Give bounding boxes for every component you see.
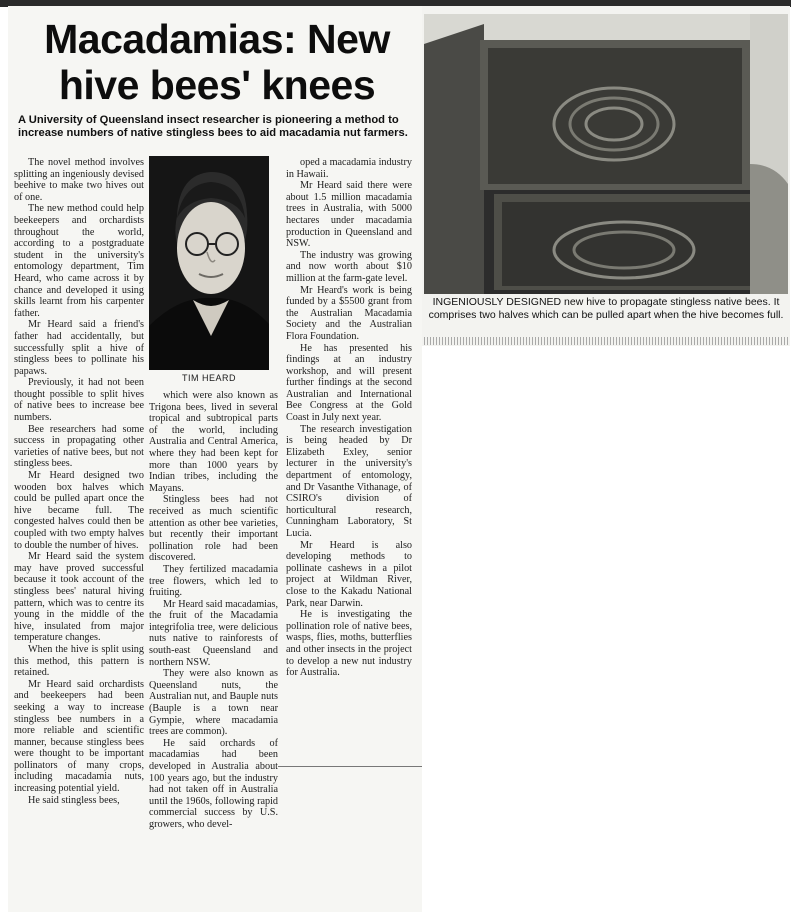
paragraph: Mr Heard said a friend's father had accidentally, but successfully split a hive of stingless bees to pollinate his papaws.	[14, 319, 144, 377]
photo-caption: INGENIOUSLY DESIGNED new hive to propagate stingless native bees. It comprises two halves which can be pulled apart when the hive becomes full.	[428, 296, 784, 321]
paragraph: They fertilized macadamia tree flowers, which led to fruiting.	[149, 563, 278, 599]
paragraph: which were also known as Trigona bees, lived in several tropical and subtropical parts of the world, including Australia and Central America, where they had been kept for more than 1000 years by Indian tribes, including the Mayans.	[149, 390, 278, 494]
paragraph: Mr Heard said there were about 1.5 million macadamia trees in Australia, with 5000 hectares under macadamia production in Queensland and NSW.	[286, 180, 412, 250]
hive-photo	[424, 14, 788, 294]
paragraph: The industry was growing and now worth about $10 million at the farm-gate level.	[286, 249, 412, 284]
halftone-strip	[424, 337, 788, 345]
paragraph: The novel method involves splitting an ingeniously devised beehive to make two hives out of one.	[14, 157, 144, 203]
paragraph: He has presented his findings at an industry workshop, and will present further findings at the second Australian and International Bee Congress at the Gold Coast in July next year.	[286, 342, 412, 424]
paragraph: Mr Heard is also developing methods to pollinate cashews in a pilot project at Wildman River, close to the Kakadu National Park, near Darwin.	[286, 539, 412, 609]
portrait-image	[149, 156, 269, 370]
paragraph: Stingless bees had not received as much scientific attention as other bee varieties, but recently their important pollination role had been discovered.	[149, 494, 278, 564]
paragraph: He said stingless bees,	[28, 794, 120, 806]
text-column-1	[14, 157, 144, 909]
paragraph: Mr Heard said macadamias, the fruit of the Macadamia integrifolia tree, were delicious nuts native to rainforests of south-east Queensland and northern NSW.	[149, 598, 278, 668]
hive-image	[424, 14, 788, 294]
paragraph: They were also known as Queensland nuts, the Australian nut, and Bauple nuts (Bauple is a town near Gympie, where macadamia trees are common).	[149, 668, 278, 738]
paragraph: He said orchards of macadamias had been developed in Australia about 100 years ago, but the industry had not taken off in Australia until the 1960s, following rapid commercial success by U.S. growers, who devel-	[149, 737, 278, 830]
clipping-edge	[278, 766, 422, 767]
paragraph: He is investigating the pollination role of native bees, wasps, flies, moths, butterflies and other insects in the project to develop a new nut industry for Australia.	[286, 609, 412, 679]
paragraph: Previously, it had not been thought possible to split hives of native bees to increase bee numbers.	[14, 377, 144, 424]
paragraph: Mr Heard designed two wooden box halves which could be pulled apart once the hive became full. The congested halves could then be coupled with two empty halves to double the number of hives.	[14, 470, 144, 551]
paragraph: Mr Heard said orchardists and beekeepers had been seeking a way to increase stingless bee numbers in a more reliable and scientific manner, because stingless bees were thought to be important pollinators of many crops, including macadamia nuts, increasing potential yield.	[14, 678, 144, 795]
headline: Macadamias: New hive bees' knees	[44, 16, 390, 108]
text-column-3	[286, 157, 412, 765]
paragraph: oped a macadamia industry in Hawaii.	[286, 157, 412, 180]
portrait-photo	[149, 156, 269, 370]
paragraph: Bee researchers had some success in propagating other varieties of native bees, but not stingless bees.	[14, 423, 144, 470]
paragraph: When the hive is split using this method, this pattern is retained.	[14, 643, 144, 679]
portrait-caption: TIM HEARD	[182, 373, 236, 383]
paragraph: The research investigation is being headed by Dr Elizabeth Exley, senior lecturer in the university's department of entomology, and Dr Vasanthe Vithanage, of CSIRO's division of horticultural research, Cunningham Laboratory, St Lucia.	[286, 423, 412, 539]
paragraph: Mr Heard said the system may have proved successful because it took account of the stingless bees' natural hiving pattern, which was to centre its young in the middle of the hive, insulated from major temperature changes.	[14, 551, 144, 644]
deck: A University of Queensland insect researcher is pioneering a method to increase numbers of native stingless bees to aid macadamia nut farmers.	[18, 114, 408, 139]
text-column-2	[149, 390, 278, 910]
paragraph: Mr Heard's work is being funded by a $5500 grant from the Australian Macadamia Society and the Australian Flora Foundation.	[286, 284, 412, 342]
paragraph: The new method could help beekeepers and orchardists throughout the world, according to a postgraduate student in the university's entomology department, Tim Heard, who came across it by chance and developed it using skills learnt from his carpenter father.	[14, 203, 144, 319]
